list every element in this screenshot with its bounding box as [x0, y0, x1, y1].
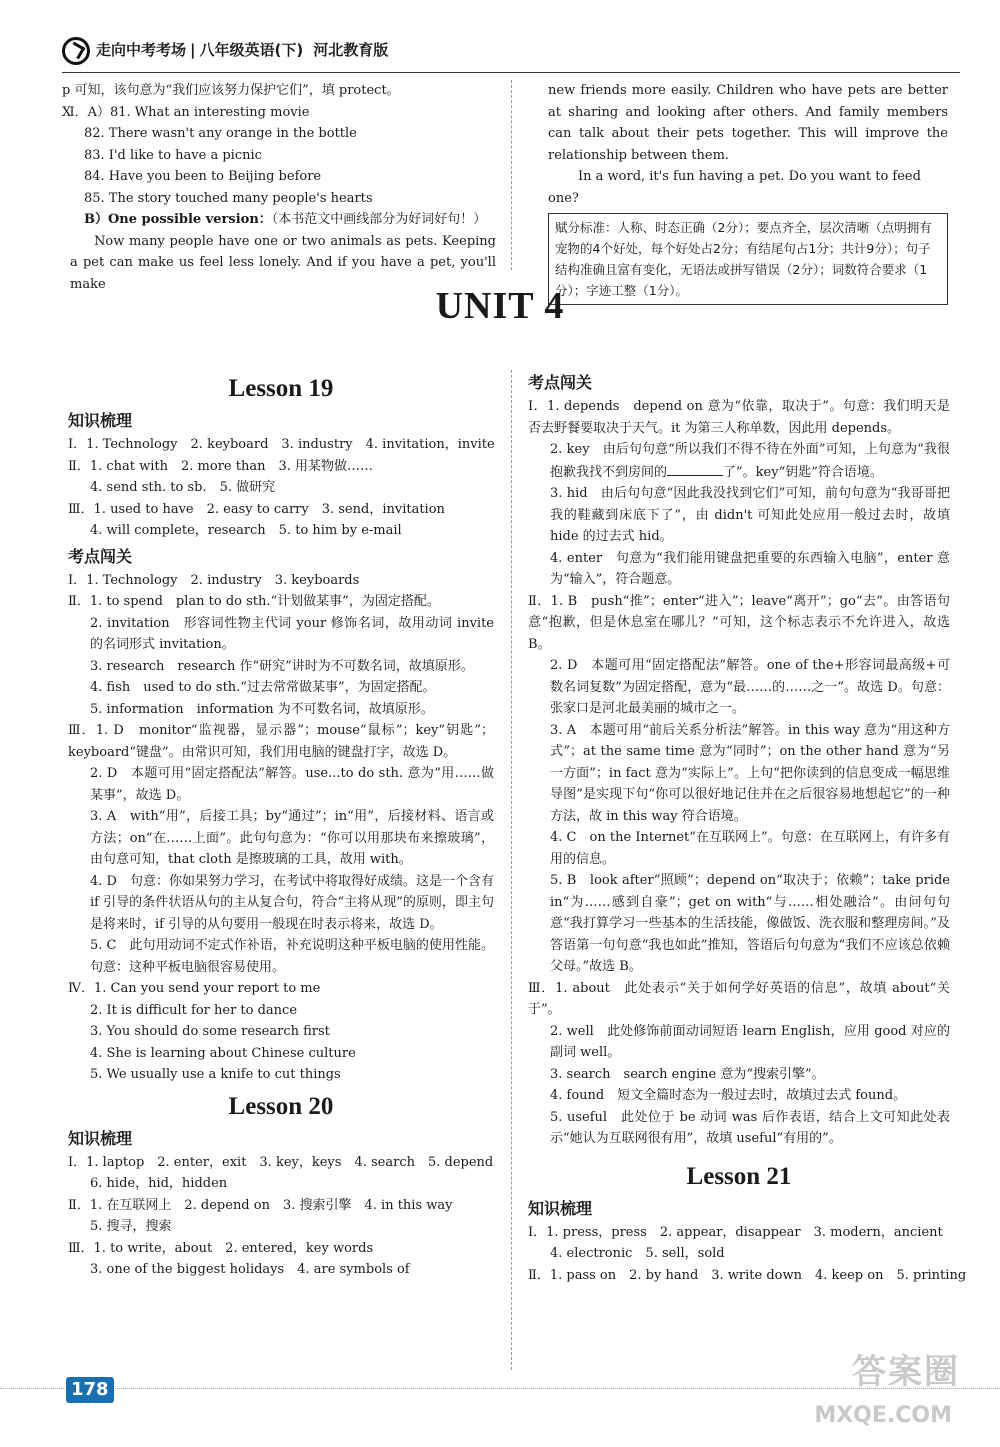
answer-line: Ⅰ．1. Technology 2. keyboard 3. industry 4. invitation，invite	[68, 437, 495, 452]
top-right-column	[548, 80, 948, 305]
lesson-title: Lesson 19	[228, 375, 334, 402]
answer-line: Ⅱ．1. chat with 2. more than 3. 用某物做……	[68, 458, 373, 474]
main-column-divider	[511, 370, 512, 1370]
top-left-column	[62, 80, 496, 295]
section-title: 知识梳理	[68, 411, 133, 430]
lesson-title: Lesson 20	[228, 1092, 334, 1120]
answer-item: 2. D 本题可用“固定搭配法”解答。one of the+形容词最高级+可数名词复数”为固定搭配，意为“最……的……之一”。故选 D。句意：张家口是河北最美丽的城市之一。	[550, 658, 950, 716]
answer-item: Ⅱ．1. B push“推”；enter“进入”；leave“离开”；go“去”。由答语句意“抱歉，但是休息室在哪儿？”可知，这个标志表示不允许进入，故选 B。	[528, 593, 950, 652]
publisher-label: 河北教育版	[313, 41, 389, 60]
watermark-logo: 答案圈	[852, 1352, 960, 1392]
footer-rule	[0, 1388, 1000, 1389]
section-title: 考点闯关	[528, 373, 593, 392]
brand-logo-icon	[62, 37, 90, 65]
answer-line: Ⅰ．1. laptop 2. enter，exit 3. key，keys 4. search 5. depend	[68, 1154, 494, 1170]
answer-line: 4. fish used to do sth.“过去常常做某事”，为固定搭配。	[90, 680, 436, 695]
brand-name: 走向中考考场	[96, 41, 187, 60]
answer-line: 82. There wasn't any orange in the bottle	[84, 126, 357, 141]
answer-line: 5. information information 为不可数名词，故填原形。	[90, 701, 434, 717]
answer-line: Ⅲ．1. used to have 2. easy to carry 3. send，invitation	[68, 501, 445, 517]
answer-line: 85. The story touched many people's hearts	[84, 190, 373, 206]
answer-line: 5. We usually use a knife to cut things	[90, 1067, 341, 1082]
answer-line: 5. 搜寻，搜索	[90, 1219, 172, 1234]
answer-line: 3. one of the biggest holidays 4. are symbols of	[90, 1262, 410, 1277]
answer-line: Ⅱ．1. to spend plan to do sth.“计划做某事”，为固定搭配。	[68, 594, 440, 609]
answer-item: 4. enter 句意为“我们能用键盘把重要的东西输入电脑”，enter 意为“输入”，符合题意。	[550, 550, 950, 587]
answer-line: p 可知，该句意为“我们应该努力保护它们”，填 protect。	[62, 83, 400, 98]
answer-line: Ⅰ．1. Technology 2. industry 3. keyboards	[68, 572, 360, 588]
answer-line: Ⅰ．1. press，press 2. appear，disappear 3. modern，ancient	[528, 1224, 943, 1240]
answer-line: 4. electronic 5. sell，sold	[550, 1246, 725, 1261]
answer-item: 3. A 本题可用“前后关系分析法”解答。in this way 意为“用这种方式”；at the same time 意为“同时”；on the other hand 意为“另一方面”；in fact 意为“实际上”。上句“把你读到的信息变成一幅思维导图”是实现下句“你可以很好地记住并在之后很容易地想起它”的一种方法，故 in this way 符合语境。	[550, 722, 950, 824]
answer-line: Ⅱ．1. pass on 2. by hand 3. write down 4. keep on 5. printing	[528, 1267, 967, 1283]
answer-item: Ⅲ．1. about 此处表示“关于如何学好英语的信息”，故填 about“关于”。	[528, 980, 950, 1017]
answer-item	[528, 439, 950, 483]
answer-line: Ⅱ．1. 在互联网上 2. depend on 3. 搜索引擎 4. in this way	[68, 1197, 453, 1213]
answer-line: 4. will complete，research 5. to him by e-mail	[90, 523, 402, 538]
answer-item: 3. A with“用”，后接工具；by“通过”；in“用”，后接材料、语言或方法；on“在……上面”。此句句意为：“你可以用那块布来擦玻璃”，由句意可知，that cloth 是擦玻璃的工具，故用 with。	[90, 809, 494, 867]
answer-item: 4. D 句意：你如果努力学习，在考试中将取得好成绩。这是一个含有 if 引导的条件状语从句的主从复合句，符合“主将从现”的原则，即主句是将来时，if 引导的从句要用一般现在时表示将来，故选 D。	[90, 873, 494, 932]
grade-label: 八年级英语(下)	[199, 41, 304, 60]
section-title: 知识梳理	[528, 1198, 593, 1218]
answer-line: 6. hide，hid，hidden	[90, 1176, 228, 1191]
answer-line: 2. It is difficult for her to dance	[90, 1002, 298, 1018]
answer-item: Ⅲ．1. D monitor“监视器，显示器”；mouse“鼠标”；key“钥匙”；keyboard“键盘”。由常识可知，我们用电脑的键盘打字，故选 D。	[68, 723, 494, 760]
answer-item: 3. hid 由后句句意“因此我没找到它们”可知，前句句意为“我哥哥把我的鞋藏到床底下了”，由 didn't 可知此处应用一般过去时，故填 hide 的过去式 hid。	[550, 486, 950, 544]
answer-text: 2. key 由后句句意“所以我们不得不待在外面”可知，上句意为“我很抱歉我找不到房间的	[550, 442, 950, 480]
answer-line: 84. Have you been to Beijing before	[84, 169, 322, 184]
answer-item: 2. invitation 形容词性物主代词 your 修饰名词，故用动词 invite 的名词形式 invitation。	[90, 615, 494, 652]
page-number: 178	[66, 1377, 114, 1403]
section-title: 考点闯关	[68, 546, 133, 566]
left-column	[68, 368, 494, 1281]
version-note: （本书范文中画线部分为好词好句！）	[271, 212, 487, 227]
answer-line: Ⅲ．1. to write，about 2. entered，key words	[68, 1240, 374, 1256]
answer-line: 3. You should do some research first	[90, 1024, 330, 1039]
top-column-divider	[511, 80, 512, 270]
answer-item: 4. found 短文全篇时态为一般过去时，故填过去式 found。	[550, 1088, 907, 1103]
header-separator: |	[190, 41, 196, 60]
answer-item: 5. useful 此处位于 be 动词 was 后作表语，结合上文可知此处表示“她认为互联网很有用”，故填 useful“有用的”。	[550, 1109, 950, 1146]
essay-heading	[62, 209, 496, 231]
scoring-criteria-box: 赋分标准：人称、时态正确（2分）；要点齐全，层次清晰（点明拥有宠物的4个好处，每个好处占2分；有结尾句占1分；共计9分）；句子结构准确且富有变化，无语法或拼写错误（2分）；词数符合要求（1分）；字迹工整（1分）。	[548, 213, 948, 305]
lesson-title: Lesson 21	[686, 1162, 792, 1190]
fill-in-blank	[667, 461, 723, 476]
unit-title: UNIT 4	[435, 285, 565, 327]
answer-line: Ⅺ．A）81. What an interesting movie	[62, 104, 310, 120]
answer-item: 3. search search engine 意为“搜索引擎”。	[550, 1066, 825, 1082]
answer-line: 83. I'd like to have a picnic	[84, 147, 262, 163]
section-title: 知识梳理	[68, 1128, 133, 1148]
essay-paragraph: Now many people have one or two animals as pets. Keeping a pet can make us feel less lonely. And if you have a pet, you'll make	[70, 233, 496, 292]
version-label: B）One possible version：	[84, 212, 272, 227]
answer-line: 3. research research 作“研究”讲时为不可数名词，故填原形。	[90, 658, 474, 674]
header-rule	[62, 72, 960, 73]
answer-item: 4. C on the Internet“在互联网上”。句意：在互联网上，有许多有用的信息。	[550, 830, 950, 867]
right-column	[528, 368, 967, 1286]
answer-item: 2. well 此处修饰前面动词短语 learn English，应用 good 对应的副词 well。	[550, 1023, 950, 1060]
answer-item: 5. C 此句用动词不定式作补语，补充说明这种平板电脑的使用性能。句意：这种平板电脑很容易使用。	[90, 938, 494, 975]
answer-item: Ⅰ．1. depends depend on 意为“依靠，取决于”。句意：我们明天是否去野餐要取决于天气。it 为第三人称单数，因此用 depends。	[528, 399, 950, 436]
essay-conclusion: In a word, it's fun having a pet. Do you want to feed one?	[548, 169, 921, 206]
answer-line: 4. She is learning about Chinese culture	[90, 1045, 356, 1061]
answer-item: 5. B look after“照顾”；depend on“取决于；依赖”；take pride in“为……感到自豪”；get on with“与……相处融洽”。由问句句意“我打算学习一些基本的生活技能，像做饭、洗衣服和整理房间。”及答语第一句句意“我也如此”推知，答语后句句意为“我们不应该总依赖父母。”故选 B。	[550, 873, 950, 974]
watermark-url: MXQE.COM	[814, 1403, 952, 1428]
answer-item: 2. D 本题可用“固定搭配法”解答。use...to do sth. 意为“用……做某事”，故选 D。	[90, 766, 494, 803]
essay-paragraph: new friends more easily. Children who have pets are better at sharing and looking after others. And family members can talk about their pets together. This will improve the relationship between them.	[548, 83, 948, 163]
page-header	[62, 34, 388, 68]
answer-line: 4. send sth. to sb. 5. 做研究	[90, 480, 276, 495]
answer-text: 了”。key“钥匙”符合语境。	[723, 464, 883, 480]
answer-line: Ⅳ．1. Can you send your report to me	[68, 981, 321, 996]
